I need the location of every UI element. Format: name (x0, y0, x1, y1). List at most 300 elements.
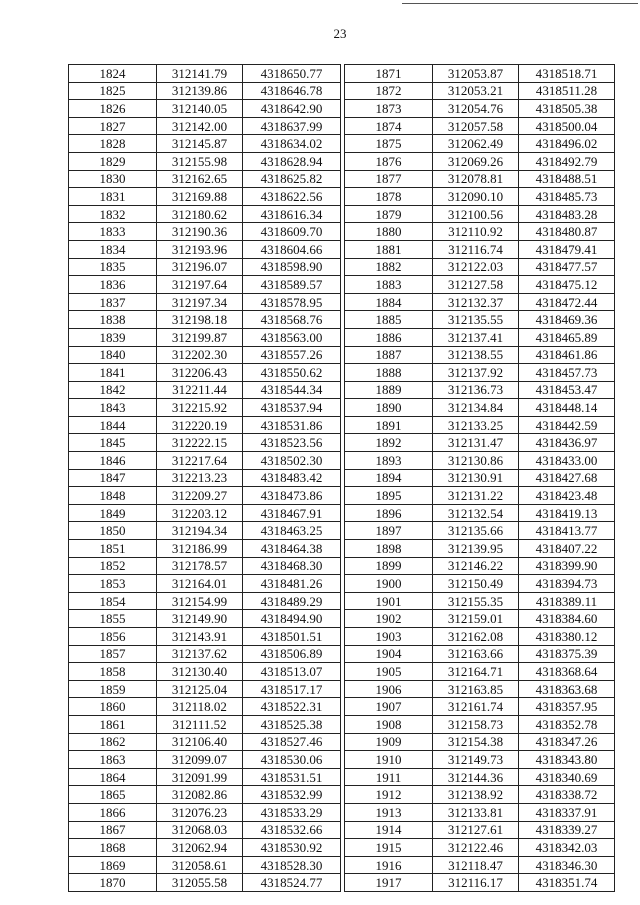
table-row (345, 434, 615, 452)
y-coordinate-cell: 4318472.44 (519, 293, 615, 311)
y-coordinate-cell: 4318578.95 (243, 293, 341, 311)
x-coordinate-cell: 312145.87 (157, 135, 243, 153)
point-id-cell: 1827 (69, 117, 157, 135)
x-coordinate-cell: 312137.41 (433, 328, 519, 346)
table-row (345, 504, 615, 522)
point-id-cell: 1858 (69, 663, 157, 681)
point-id-cell: 1850 (69, 522, 157, 540)
table-row (69, 469, 341, 487)
table-row (69, 188, 341, 206)
y-coordinate-cell: 4318342.03 (519, 839, 615, 857)
table-row (69, 680, 341, 698)
point-id-cell: 1842 (69, 381, 157, 399)
point-id-cell: 1887 (345, 346, 433, 364)
y-coordinate-cell: 4318389.11 (519, 592, 615, 610)
table-row (69, 575, 341, 593)
x-coordinate-cell: 312202.30 (157, 346, 243, 364)
point-id-cell: 1903 (345, 628, 433, 646)
point-id-cell: 1856 (69, 628, 157, 646)
x-coordinate-cell: 312082.86 (157, 786, 243, 804)
table-row (345, 276, 615, 294)
y-coordinate-cell: 4318532.66 (243, 821, 341, 839)
point-id-cell: 1911 (345, 768, 433, 786)
table-row (345, 311, 615, 329)
point-id-cell: 1890 (345, 399, 433, 417)
point-id-cell: 1900 (345, 575, 433, 593)
x-coordinate-cell: 312154.38 (433, 733, 519, 751)
y-coordinate-cell: 4318477.57 (519, 258, 615, 276)
x-coordinate-cell: 312211.44 (157, 381, 243, 399)
table-row (345, 698, 615, 716)
x-coordinate-cell: 312116.17 (433, 874, 519, 892)
table-row (345, 188, 615, 206)
y-coordinate-cell: 4318525.38 (243, 715, 341, 733)
table-row (69, 856, 341, 874)
table-row (345, 364, 615, 382)
table-row (69, 399, 341, 417)
point-id-cell: 1909 (345, 733, 433, 751)
table-row (69, 592, 341, 610)
x-coordinate-cell: 312122.03 (433, 258, 519, 276)
x-coordinate-cell: 312220.19 (157, 416, 243, 434)
y-coordinate-cell: 4318522.31 (243, 698, 341, 716)
point-id-cell: 1833 (69, 223, 157, 241)
table-row (69, 276, 341, 294)
y-coordinate-cell: 4318589.57 (243, 276, 341, 294)
y-coordinate-cell: 4318457.73 (519, 364, 615, 382)
y-coordinate-cell: 4318531.51 (243, 768, 341, 786)
table-row (345, 715, 615, 733)
x-coordinate-cell: 312106.40 (157, 733, 243, 751)
table-row (345, 839, 615, 857)
point-id-cell: 1854 (69, 592, 157, 610)
point-id-cell: 1894 (345, 469, 433, 487)
y-coordinate-cell: 4318340.69 (519, 768, 615, 786)
table-row (345, 874, 615, 892)
point-id-cell: 1825 (69, 82, 157, 100)
table-row (69, 768, 341, 786)
point-id-cell: 1824 (69, 65, 157, 83)
table-row (345, 65, 615, 83)
table-row (345, 645, 615, 663)
table-row (69, 715, 341, 733)
x-coordinate-cell: 312164.71 (433, 663, 519, 681)
table-row (345, 170, 615, 188)
point-id-cell: 1826 (69, 100, 157, 118)
table-row (69, 416, 341, 434)
coordinates-table-right (344, 64, 615, 892)
point-id-cell: 1908 (345, 715, 433, 733)
point-id-cell: 1874 (345, 117, 433, 135)
table-row (69, 117, 341, 135)
x-coordinate-cell: 312198.18 (157, 311, 243, 329)
table-row (69, 223, 341, 241)
y-coordinate-cell: 4318533.29 (243, 803, 341, 821)
y-coordinate-cell: 4318488.51 (519, 170, 615, 188)
point-id-cell: 1907 (345, 698, 433, 716)
table-row (69, 540, 341, 558)
x-coordinate-cell: 312196.07 (157, 258, 243, 276)
x-coordinate-cell: 312217.64 (157, 452, 243, 470)
table-row (345, 240, 615, 258)
table-row (345, 733, 615, 751)
y-coordinate-cell: 4318530.06 (243, 751, 341, 769)
point-id-cell: 1866 (69, 803, 157, 821)
x-coordinate-cell: 312159.01 (433, 610, 519, 628)
table-row (345, 610, 615, 628)
point-id-cell: 1879 (345, 205, 433, 223)
y-coordinate-cell: 4318384.60 (519, 610, 615, 628)
y-coordinate-cell: 4318527.46 (243, 733, 341, 751)
y-coordinate-cell: 4318423.48 (519, 487, 615, 505)
point-id-cell: 1915 (345, 839, 433, 857)
y-coordinate-cell: 4318351.74 (519, 874, 615, 892)
point-id-cell: 1840 (69, 346, 157, 364)
table-row (345, 117, 615, 135)
point-id-cell: 1916 (345, 856, 433, 874)
x-coordinate-cell: 312215.92 (157, 399, 243, 417)
table-row (69, 100, 341, 118)
y-coordinate-cell: 4318616.34 (243, 205, 341, 223)
x-coordinate-cell: 312090.10 (433, 188, 519, 206)
x-coordinate-cell: 312138.92 (433, 786, 519, 804)
x-coordinate-cell: 312062.49 (433, 135, 519, 153)
x-coordinate-cell: 312118.47 (433, 856, 519, 874)
y-coordinate-cell: 4318646.78 (243, 82, 341, 100)
table-row (69, 434, 341, 452)
y-coordinate-cell: 4318505.38 (519, 100, 615, 118)
x-coordinate-cell: 312222.15 (157, 434, 243, 452)
x-coordinate-cell: 312137.62 (157, 645, 243, 663)
x-coordinate-cell: 312130.40 (157, 663, 243, 681)
table-row (345, 522, 615, 540)
y-coordinate-cell: 4318523.56 (243, 434, 341, 452)
table-row (69, 293, 341, 311)
table-row (69, 328, 341, 346)
point-id-cell: 1831 (69, 188, 157, 206)
x-coordinate-cell: 312069.26 (433, 152, 519, 170)
x-coordinate-cell: 312127.58 (433, 276, 519, 294)
x-coordinate-cell: 312178.57 (157, 557, 243, 575)
point-id-cell: 1877 (345, 170, 433, 188)
y-coordinate-cell: 4318642.90 (243, 100, 341, 118)
table-row (69, 258, 341, 276)
point-id-cell: 1834 (69, 240, 157, 258)
point-id-cell: 1828 (69, 135, 157, 153)
table-row (345, 223, 615, 241)
x-coordinate-cell: 312130.91 (433, 469, 519, 487)
x-coordinate-cell: 312131.47 (433, 434, 519, 452)
point-id-cell: 1860 (69, 698, 157, 716)
point-id-cell: 1844 (69, 416, 157, 434)
point-id-cell: 1885 (345, 311, 433, 329)
point-id-cell: 1895 (345, 487, 433, 505)
table-row (69, 205, 341, 223)
x-coordinate-cell: 312194.34 (157, 522, 243, 540)
y-coordinate-cell: 4318427.68 (519, 469, 615, 487)
point-id-cell: 1898 (345, 540, 433, 558)
point-id-cell: 1888 (345, 364, 433, 382)
point-id-cell: 1855 (69, 610, 157, 628)
point-id-cell: 1902 (345, 610, 433, 628)
point-id-cell: 1917 (345, 874, 433, 892)
y-coordinate-cell: 4318568.76 (243, 311, 341, 329)
y-coordinate-cell: 4318347.26 (519, 733, 615, 751)
table-row (69, 452, 341, 470)
x-coordinate-cell: 312125.04 (157, 680, 243, 698)
table-row (345, 346, 615, 364)
y-coordinate-cell: 4318517.17 (243, 680, 341, 698)
table-row (345, 399, 615, 417)
point-id-cell: 1905 (345, 663, 433, 681)
x-coordinate-cell: 312141.79 (157, 65, 243, 83)
point-id-cell: 1851 (69, 540, 157, 558)
point-id-cell: 1884 (345, 293, 433, 311)
table-row (69, 821, 341, 839)
x-coordinate-cell: 312136.73 (433, 381, 519, 399)
x-coordinate-cell: 312180.62 (157, 205, 243, 223)
point-id-cell: 1835 (69, 258, 157, 276)
table-row (345, 592, 615, 610)
table-row (345, 803, 615, 821)
point-id-cell: 1839 (69, 328, 157, 346)
table-row (345, 628, 615, 646)
y-coordinate-cell: 4318634.02 (243, 135, 341, 153)
point-id-cell: 1867 (69, 821, 157, 839)
table-row (69, 135, 341, 153)
table-row (69, 628, 341, 646)
x-coordinate-cell: 312054.76 (433, 100, 519, 118)
point-id-cell: 1841 (69, 364, 157, 382)
table-row (69, 733, 341, 751)
y-coordinate-cell: 4318637.99 (243, 117, 341, 135)
y-coordinate-cell: 4318461.86 (519, 346, 615, 364)
point-id-cell: 1901 (345, 592, 433, 610)
x-coordinate-cell: 312154.99 (157, 592, 243, 610)
x-coordinate-cell: 312118.02 (157, 698, 243, 716)
y-coordinate-cell: 4318368.64 (519, 663, 615, 681)
point-id-cell: 1849 (69, 504, 157, 522)
x-coordinate-cell: 312139.86 (157, 82, 243, 100)
table-row (69, 839, 341, 857)
y-coordinate-cell: 4318448.14 (519, 399, 615, 417)
y-coordinate-cell: 4318394.73 (519, 575, 615, 593)
table-row (345, 663, 615, 681)
table-row (345, 152, 615, 170)
y-coordinate-cell: 4318550.62 (243, 364, 341, 382)
point-id-cell: 1847 (69, 469, 157, 487)
table-row (69, 786, 341, 804)
table-row (345, 416, 615, 434)
x-coordinate-cell: 312186.99 (157, 540, 243, 558)
y-coordinate-cell: 4318473.86 (243, 487, 341, 505)
y-coordinate-cell: 4318531.86 (243, 416, 341, 434)
x-coordinate-cell: 312139.95 (433, 540, 519, 558)
table-row (345, 381, 615, 399)
x-coordinate-cell: 312138.55 (433, 346, 519, 364)
x-coordinate-cell: 312197.34 (157, 293, 243, 311)
x-coordinate-cell: 312155.98 (157, 152, 243, 170)
y-coordinate-cell: 4318407.22 (519, 540, 615, 558)
y-coordinate-cell: 4318475.12 (519, 276, 615, 294)
y-coordinate-cell: 4318465.89 (519, 328, 615, 346)
top-rule (402, 3, 638, 4)
point-id-cell: 1868 (69, 839, 157, 857)
y-coordinate-cell: 4318380.12 (519, 628, 615, 646)
x-coordinate-cell: 312132.54 (433, 504, 519, 522)
table-row (69, 504, 341, 522)
table-row (345, 469, 615, 487)
table-row (345, 452, 615, 470)
x-coordinate-cell: 312163.66 (433, 645, 519, 663)
x-coordinate-cell: 312135.66 (433, 522, 519, 540)
y-coordinate-cell: 4318650.77 (243, 65, 341, 83)
point-id-cell: 1896 (345, 504, 433, 522)
x-coordinate-cell: 312144.36 (433, 768, 519, 786)
table-row (69, 751, 341, 769)
table-row (69, 82, 341, 100)
table-row (345, 205, 615, 223)
table-row (345, 768, 615, 786)
x-coordinate-cell: 312143.91 (157, 628, 243, 646)
table-row (345, 487, 615, 505)
point-id-cell: 1843 (69, 399, 157, 417)
y-coordinate-cell: 4318483.28 (519, 205, 615, 223)
point-id-cell: 1914 (345, 821, 433, 839)
point-id-cell: 1878 (345, 188, 433, 206)
x-coordinate-cell: 312158.73 (433, 715, 519, 733)
x-coordinate-cell: 312091.99 (157, 768, 243, 786)
y-coordinate-cell: 4318544.34 (243, 381, 341, 399)
x-coordinate-cell: 312206.43 (157, 364, 243, 382)
x-coordinate-cell: 312131.22 (433, 487, 519, 505)
y-coordinate-cell: 4318598.90 (243, 258, 341, 276)
point-id-cell: 1830 (69, 170, 157, 188)
x-coordinate-cell: 312133.25 (433, 416, 519, 434)
x-coordinate-cell: 312199.87 (157, 328, 243, 346)
x-coordinate-cell: 312161.74 (433, 698, 519, 716)
point-id-cell: 1892 (345, 434, 433, 452)
table-row (69, 663, 341, 681)
x-coordinate-cell: 312057.58 (433, 117, 519, 135)
point-id-cell: 1875 (345, 135, 433, 153)
table-row (69, 364, 341, 382)
y-coordinate-cell: 4318518.71 (519, 65, 615, 83)
point-id-cell: 1861 (69, 715, 157, 733)
x-coordinate-cell: 312164.01 (157, 575, 243, 593)
y-coordinate-cell: 4318609.70 (243, 223, 341, 241)
y-coordinate-cell: 4318628.94 (243, 152, 341, 170)
x-coordinate-cell: 312163.85 (433, 680, 519, 698)
y-coordinate-cell: 4318513.07 (243, 663, 341, 681)
x-coordinate-cell: 312140.05 (157, 100, 243, 118)
table-row (69, 152, 341, 170)
table-row (345, 751, 615, 769)
point-id-cell: 1848 (69, 487, 157, 505)
y-coordinate-cell: 4318494.90 (243, 610, 341, 628)
point-id-cell: 1838 (69, 311, 157, 329)
point-id-cell: 1897 (345, 522, 433, 540)
x-coordinate-cell: 312116.74 (433, 240, 519, 258)
y-coordinate-cell: 4318357.95 (519, 698, 615, 716)
y-coordinate-cell: 4318469.36 (519, 311, 615, 329)
table-row (69, 698, 341, 716)
y-coordinate-cell: 4318352.78 (519, 715, 615, 733)
point-id-cell: 1872 (345, 82, 433, 100)
point-id-cell: 1869 (69, 856, 157, 874)
y-coordinate-cell: 4318433.00 (519, 452, 615, 470)
y-coordinate-cell: 4318442.59 (519, 416, 615, 434)
table-row (345, 557, 615, 575)
point-id-cell: 1881 (345, 240, 433, 258)
x-coordinate-cell: 312076.23 (157, 803, 243, 821)
x-coordinate-cell: 312149.73 (433, 751, 519, 769)
y-coordinate-cell: 4318524.77 (243, 874, 341, 892)
table-row (345, 856, 615, 874)
coordinates-table-left (68, 64, 341, 892)
point-id-cell: 1913 (345, 803, 433, 821)
y-coordinate-cell: 4318419.13 (519, 504, 615, 522)
x-coordinate-cell: 312193.96 (157, 240, 243, 258)
table-row (345, 575, 615, 593)
y-coordinate-cell: 4318479.41 (519, 240, 615, 258)
point-id-cell: 1845 (69, 434, 157, 452)
y-coordinate-cell: 4318625.82 (243, 170, 341, 188)
point-id-cell: 1870 (69, 874, 157, 892)
point-id-cell: 1873 (345, 100, 433, 118)
y-coordinate-cell: 4318463.25 (243, 522, 341, 540)
x-coordinate-cell: 312122.46 (433, 839, 519, 857)
y-coordinate-cell: 4318339.27 (519, 821, 615, 839)
table-row (345, 328, 615, 346)
y-coordinate-cell: 4318337.91 (519, 803, 615, 821)
table-row (345, 680, 615, 698)
table-row (345, 100, 615, 118)
y-coordinate-cell: 4318501.51 (243, 628, 341, 646)
x-coordinate-cell: 312149.90 (157, 610, 243, 628)
table-row (69, 803, 341, 821)
x-coordinate-cell: 312209.27 (157, 487, 243, 505)
table-row (69, 487, 341, 505)
x-coordinate-cell: 312068.03 (157, 821, 243, 839)
x-coordinate-cell: 312132.37 (433, 293, 519, 311)
table-row (69, 874, 341, 892)
y-coordinate-cell: 4318363.68 (519, 680, 615, 698)
table-row (69, 381, 341, 399)
point-id-cell: 1852 (69, 557, 157, 575)
table-row (345, 135, 615, 153)
point-id-cell: 1882 (345, 258, 433, 276)
y-coordinate-cell: 4318489.29 (243, 592, 341, 610)
point-id-cell: 1912 (345, 786, 433, 804)
x-coordinate-cell: 312110.92 (433, 223, 519, 241)
y-coordinate-cell: 4318464.38 (243, 540, 341, 558)
point-id-cell: 1899 (345, 557, 433, 575)
y-coordinate-cell: 4318343.80 (519, 751, 615, 769)
point-id-cell: 1863 (69, 751, 157, 769)
x-coordinate-cell: 312162.08 (433, 628, 519, 646)
point-id-cell: 1853 (69, 575, 157, 593)
x-coordinate-cell: 312162.65 (157, 170, 243, 188)
y-coordinate-cell: 4318506.89 (243, 645, 341, 663)
point-id-cell: 1871 (345, 65, 433, 83)
y-coordinate-cell: 4318375.39 (519, 645, 615, 663)
y-coordinate-cell: 4318537.94 (243, 399, 341, 417)
table-row (69, 240, 341, 258)
x-coordinate-cell: 312150.49 (433, 575, 519, 593)
point-id-cell: 1889 (345, 381, 433, 399)
x-coordinate-cell: 312146.22 (433, 557, 519, 575)
